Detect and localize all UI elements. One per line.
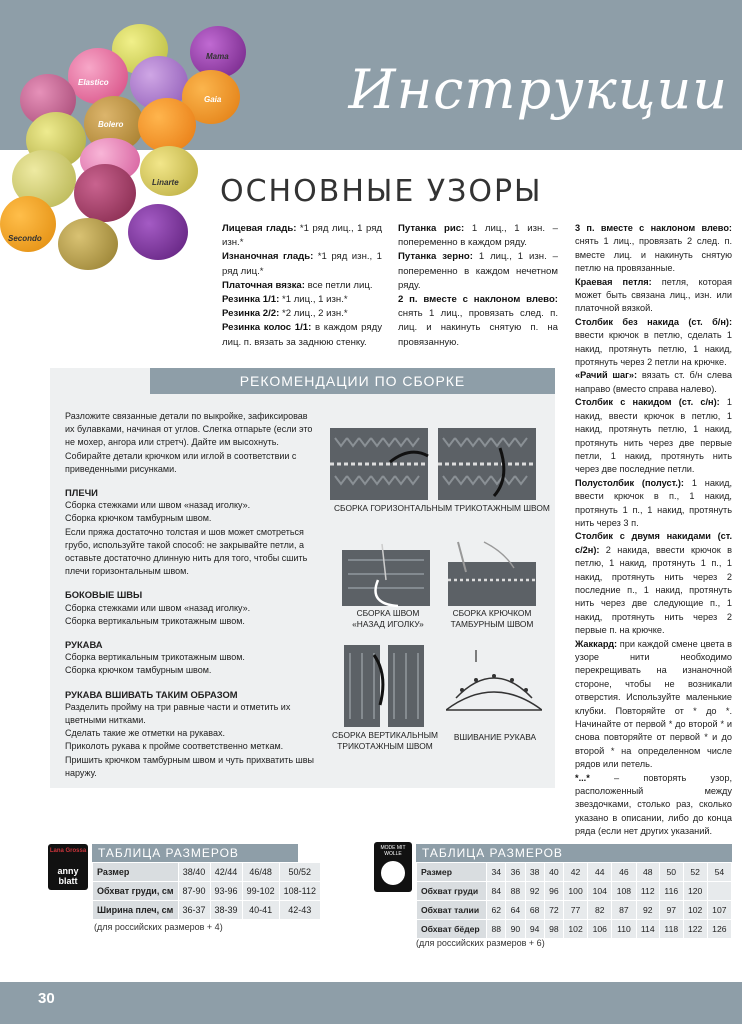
table-row: Обхват талии 62 64 68 72 77 82 87 92 97 102 107: [417, 901, 732, 920]
instruction-line: Разделить пройму на три равные части и отметить их цветными нитками.: [65, 701, 291, 726]
yarn-label-bolero: Bolero: [98, 120, 124, 129]
size-table-1-note: (для российских размеров + 4): [94, 922, 223, 932]
table-row: Ширина плеч, см 36-37 38-39 40-41 42-43: [93, 901, 321, 920]
figure-caption-vertical: СБОРКА ВЕРТИКАЛЬНЫМ ТРИКОТАЖНЫМ ШВОМ: [332, 730, 438, 751]
patterns-column-3: [575, 222, 732, 839]
table-row: Обхват груди, см 87-90 93-96 99-102 108-112: [93, 882, 321, 901]
recommendations-text: [65, 410, 315, 780]
table-row: Обхват бёдер 88 90 94 98 102 106 110 114 118 122 126: [417, 920, 732, 939]
page-number: 30: [38, 990, 55, 1007]
yarn-ball-icon: [381, 861, 405, 885]
patterns-column-2: [398, 222, 558, 350]
sleeve-insertion-illustration: [446, 650, 542, 720]
instruction-line: Сборка вертикальным трикотажным швом.: [65, 615, 245, 626]
yarn-balls-photo: [0, 0, 230, 270]
pattern-entry: «Рачий шаг»: вязать ст. б/н слева направо (вместо справа налево).: [575, 370, 732, 394]
yarn-label-mama: Mama: [206, 52, 229, 61]
instruction-line: Сборка крючком тамбурным швом.: [65, 513, 212, 524]
pattern-entry: 2 п. вместе с наклоном влево: снять 1 лиц., провязать след. п. лиц. и накинуть снятую п. на провязанную.: [398, 294, 558, 348]
pattern-entry: Краевая петля: петля, которая может быть связана лиц., изн. или платочной вязкой.: [575, 276, 732, 314]
instruction-line: Сборка вертикальным трикотажным швом.: [65, 652, 245, 663]
horizontal-seam-illustration: [330, 428, 540, 500]
table-row: Размер 38/40 42/44 46/48 50/52: [93, 863, 321, 882]
recommendations-intro: Разложите связанные детали по выкройке, зафиксировав их булавками, начиная от углов. Слегка отпарьте (если это не мохер, ангора или стретч). Дайте им высохнуть. Собирайте детали крючком или иглой в соответствии с приведенными рисунками.: [65, 411, 313, 474]
subsection-title: ПЛЕЧИ: [65, 487, 98, 499]
section-title: ОСНОВНЫЕ УЗОРЫ: [220, 174, 543, 209]
subsection-title: РУКАВА: [65, 639, 103, 651]
yarn-label-linarte: Linarte: [152, 178, 179, 187]
size-table-1-title: ТАБЛИЦА РАЗМЕРОВ: [92, 844, 298, 862]
table-row: Размер 34 36 38 40 42 44 46 48 50 52 54: [417, 863, 732, 882]
instruction-line: Пришить крючком тамбурным швом и чуть прихватить швы наружу.: [65, 754, 315, 778]
recommendations-title: РЕКОМЕНДАЦИИ ПО СБОРКЕ: [239, 373, 466, 389]
pattern-entry: Жаккард: при каждой смене цвета в узоре нити необходимо перекрещивать на изнаночной стороне, чтобы не возникали отверстия. Используйте маленькие клубки. Повторяйте от * до *. Начинайте от первой * до второй * и снова повторяйте от первой * и до второй * на определенном числе рядов или петель.: [575, 638, 732, 770]
size-table-1: [92, 862, 321, 920]
pattern-entry: Резинка 2/2: *2 лиц., 2 изн.*: [222, 308, 348, 320]
instruction-line: Сборка стежками или швом «назад иголку».: [65, 500, 251, 511]
back-needle-illustration: [338, 540, 434, 610]
instruction-line: Сборка стежками или швом «назад иголку».: [65, 602, 251, 613]
pattern-entry: Полустолбик (полуст.): 1 накид, ввести крючок в п., 1 накид, протянуть 1 п., 1 накид, протянуть нить через 3 п.: [575, 477, 732, 528]
pattern-entry: 3 п. вместе с наклоном влево: снять 1 лиц., провязать 2 след. п. вместе лиц. и накинуть снятую петлю на провязанные.: [575, 223, 732, 274]
logo-small-text: Lana Grossa: [49, 848, 87, 854]
size-table-2: [416, 862, 732, 939]
page-title: Инструкции: [348, 58, 728, 121]
figure-caption-crochet: СБОРКА КРЮЧКОМ ТАМБУРНЫМ ШВОМ: [450, 608, 534, 629]
crochet-seam-illustration: [444, 540, 540, 610]
pattern-entry: *...* – повторять узор, расположенный между звездочками, столько раз, сколько указано в описании, либо до конца ряда (если нет других указаний.: [575, 772, 732, 837]
pattern-entry: Резинка 1/1: *1 лиц., 1 изн.*: [222, 294, 348, 306]
anny-blatt-logo: [48, 844, 88, 890]
subsection-title: РУКАВА ВШИВАТЬ ТАКИМ ОБРАЗОМ: [65, 688, 238, 700]
instruction-line: Приколоть рукава к пройме соответственно меткам.: [65, 741, 284, 752]
yarn-label-secondo: Secondo: [8, 234, 42, 243]
logo-brand-text: MODE MIT WOLLE: [380, 845, 406, 857]
pattern-entry: Резинка колос 1/1: в каждом ряду лиц. п. вязать за заднюю стенку.: [222, 322, 382, 348]
subsection-title: БОКОВЫЕ ШВЫ: [65, 589, 143, 601]
figure-caption-sleeve: ВШИВАНИЕ РУКАВА: [453, 732, 537, 742]
patterns-column-1: [222, 222, 382, 350]
table-row: Обхват груди 84 88 92 96 100 104 108 112 116 120: [417, 882, 732, 901]
size-table-2-title: ТАБЛИЦА РАЗМЕРОВ: [416, 844, 732, 862]
pattern-entry: Столбик с двумя накидами (ст. с/2н): 2 накида, ввести крючок в петлю, 1 накид, протянуть 1 п., 1 накид, протянуть нить через 2 последние п., 1 накид, протянуть нить через две следующие п., 1 накид, протянуть нить через 2 первые п. на крючке.: [575, 531, 732, 636]
pattern-entry: Платочная вязка: все петли лиц.: [222, 279, 373, 291]
pattern-entry: Путанка рис: 1 лиц., 1 изн. – попеременно в каждом ряду.: [398, 223, 558, 249]
footer-band: [0, 982, 742, 1024]
pattern-entry: Изнаночная гладь: *1 ряд изн., 1 ряд лиц.*: [222, 251, 382, 277]
yarn-label-gaia: Gaia: [204, 95, 222, 104]
pattern-entry: Путанка зерно: 1 лиц., 1 изн. – попеременно в каждом нечетном ряду.: [398, 251, 558, 291]
pattern-entry: Столбик с накидом (ст. с/н): 1 накид, ввести крючок в петлю, 1 накид, протянуть петлю, 1 накид, протянуть нить через две первые петли, 1 накид, протянуть нить через две последние петли.: [575, 397, 732, 475]
figure-caption-back-needle: СБОРКА ШВОМ «НАЗАД ИГОЛКУ»: [352, 608, 424, 629]
instruction-line: Сделать такие же отметки на рукавах.: [65, 728, 225, 739]
mode-mit-wolle-logo: [374, 842, 412, 892]
instruction-line: Сборка крючком тамбурным швом.: [65, 665, 212, 676]
pattern-entry: Лицевая гладь: *1 ряд лиц., 1 ряд изн.*: [222, 223, 383, 249]
instruction-line: Если пряжа достаточно толстая и шов может смотреться грубо, используйте такой способ: не закрывайте петли, а оставьте достаточно длинную нить для того, чтобы сшить плечи горизонтальным швом.: [65, 526, 308, 577]
yarn-label-elastico: Elastico: [78, 78, 109, 87]
logo-brand-text: anny blatt: [57, 866, 79, 886]
pattern-entry: Столбик без накида (ст. б/н): ввести крючок в петлю, сделать 1 накид, протянуть петлю, 1 накид, протянуть через 2 петли на крючке.: [575, 316, 732, 368]
figure-caption-horizontal: СБОРКА ГОРИЗОНТАЛЬНЫМ ТРИКОТАЖНЫМ ШВОМ: [334, 503, 550, 513]
size-table-2-note: (для российских размеров + 6): [416, 938, 545, 948]
vertical-seam-illustration: [340, 645, 430, 727]
